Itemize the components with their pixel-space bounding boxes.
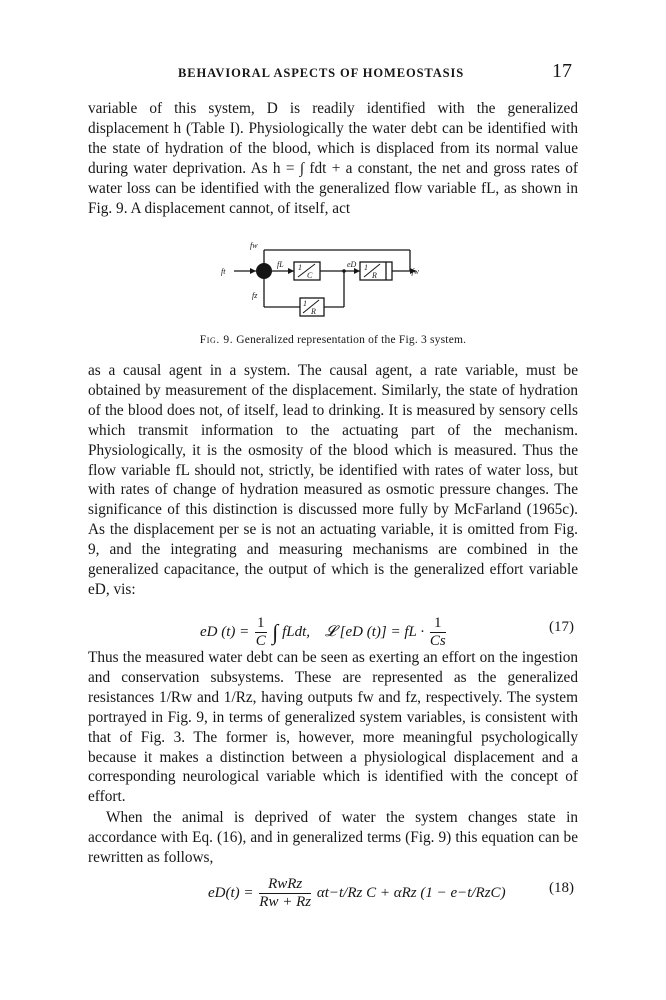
block-c-numerator: 1 [298, 263, 302, 272]
figure-caption [0, 334, 666, 346]
integral-sign: ∫ [272, 619, 279, 645]
eq18-rhs: αt−t/Rz C + αRz (1 − e−t/RzC) [316, 884, 506, 901]
block-rw-denominator: R [372, 271, 377, 280]
equation-17-body [200, 615, 448, 650]
caption-text: Generalized representation of the Fig. 3 system. [236, 334, 467, 346]
paragraph-4: When the animal is deprived of water the system changes state in accordance with Eq. (16), and in generalized terms (Fig. 9) this equation can be rewritten as follows, [88, 809, 578, 866]
running-header: BEHAVIORAL ASPECTS OF HOMEOSTASIS [178, 66, 465, 80]
eq17-fraction-2 [430, 615, 446, 650]
eq17-frac2-den: Cs [429, 633, 446, 649]
eq17-integrand: fLdt, [282, 623, 310, 640]
eq18-lhs: eD(t) = [208, 884, 254, 901]
eq17-lhs: eD (t) = [200, 623, 250, 640]
equation-18-body [208, 876, 506, 911]
label-f-t: ft [221, 267, 226, 276]
equation-18 [0, 870, 666, 922]
figure-9-diagram [220, 240, 420, 330]
paragraph-3: Thus the measured water debt can be seen as exerting an effort on the ingestion and conservation subsystems. These are represented as the generalized resistances 1/Rw and 1/Rz, having outputs fw and fz, respectively. The system portrayed in Fig. 9, in terms of generalized system variables, is consistent with that of Fig. 3. The former is, however, more meaningful psychologically because it makes a distinction between a physiological displacement and a corresponding neurological variable which is identified with the concept of effort. [88, 649, 578, 806]
page-number: 17 [552, 60, 572, 82]
eq17-frac-num: 1 [257, 615, 265, 631]
eq17-frac-den: C [255, 633, 266, 649]
equation-17-number: (17) [549, 619, 574, 635]
label-f-w-out: fw [411, 267, 419, 276]
equation-17 [0, 607, 666, 653]
eq17-frac2-num: 1 [430, 615, 446, 633]
block-rw-numerator: 1 [364, 263, 368, 272]
label-f-L: fL [277, 260, 284, 269]
eq18-frac-num: RwRz [259, 876, 311, 894]
eq18-fraction [259, 876, 311, 911]
label-f-w-top: fw [250, 241, 258, 250]
eq18-frac-den: Rw + Rz [259, 894, 312, 910]
eq17-transform: 𝓛 [eD (t)] = fL · [325, 623, 425, 640]
block-rz-denominator: R [311, 307, 316, 316]
paragraph-1: variable of this system, D is readily identified with the generalized displacement h (Table I). Physiologically the water debt can be identified with the state of hydration of the blood, which is displaced from its normal value during water deprivation. As h = ∫ fdt + a constant, the net and gross rates of water loss can be identified with the generalized flow variable fL, as shown in Fig. 9. A displacement cannot, of itself, act [88, 100, 578, 217]
block-c-denominator: C [307, 271, 313, 280]
label-e-D: eD [347, 260, 357, 269]
label-f-z: fz [252, 291, 258, 300]
summing-junction [256, 263, 272, 279]
paragraph-2: as a causal agent in a system. The causal agent, a rate variable, must be obtained by measurement of the displacement. Similarly, the state of hydration of the blood does not, of itself, lead to drinking. It is measured by sensory cells which transmit information to the actuating part of the mechanism. Physiologically, it is the osmosity of the blood which is measured. Thus the flow variable fL should not, strictly, be identified with rates of water loss, but with rates of change of hydration measured as osmotic pressure changes. The significance of this distinction is discussed more fully by McFarland (1965c). As the displacement per se is not an actuating variable, it is omitted from Fig. 9, and the integrating and measuring mechanisms are combined in the generalized capacitance, the output of which is the generalized effort variable eD, vis: [88, 362, 578, 598]
eq17-fraction [255, 615, 267, 650]
caption-label: Fig. 9. [199, 334, 234, 346]
block-rz-numerator: 1 [303, 299, 307, 308]
equation-18-number: (18) [549, 880, 574, 896]
